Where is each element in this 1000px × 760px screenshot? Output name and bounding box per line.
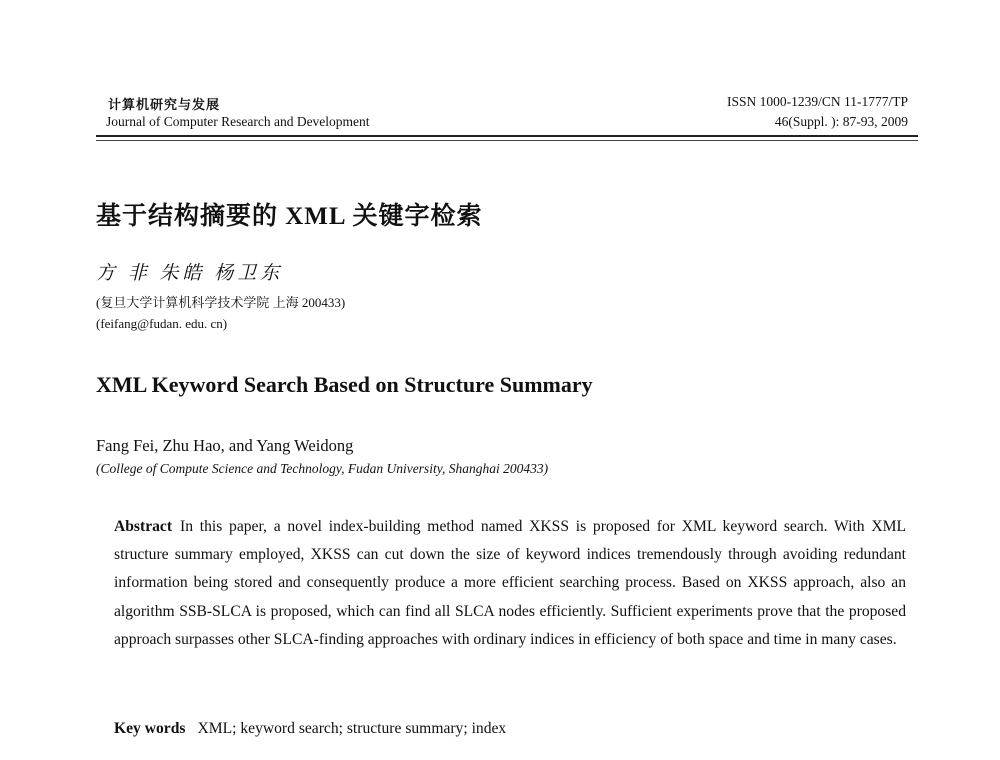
header-rule-thin: [96, 140, 918, 141]
journal-name-chinese: 计算机研究与发展: [108, 97, 221, 112]
authors-english: Fang Fei, Zhu Hao, and Yang Weidong: [96, 436, 354, 455]
affiliation-english: (College of Compute Science and Technology, Fudan University, Shanghai 200433): [96, 461, 549, 476]
author-email: (feifang@fudan. edu. cn): [96, 316, 228, 331]
abstract-label: Abstract: [114, 518, 173, 535]
title-chinese: 基于结构摘要的 XML 关键字检索: [96, 203, 483, 230]
issn-number: ISSN 1000-1239/CN 11-1777/TP: [726, 94, 908, 109]
volume-pages: 46(Suppl. ): 87-93, 2009: [774, 114, 908, 129]
journal-name-english: Journal of Computer Research and Development: [106, 114, 370, 129]
title-english: XML Keyword Search Based on Structure Summary: [96, 372, 593, 397]
keywords-line: [114, 720, 506, 738]
keywords-text: XML; keyword search; structure summary; index: [197, 720, 507, 737]
abstract-text: In this paper, a novel index-building method named XKSS is proposed for XML keyword search. With XML structure summary employed, XKSS can cut down the size of keyword indices tremendously through avoiding redundant information being stored and consequently produce a more efficient searching process. Based on XKSS approach, also an algorithm SSB-SLCA is proposed, which can find all SLCA nodes efficiently. Sufficient experiments prove that the proposed approach surpasses other SLCA-finding approaches with ordinary indices in efficiency of both space and time in many cases.: [114, 518, 906, 648]
authors-chinese: 方 非 朱皓 杨卫东: [96, 263, 284, 284]
affiliation-chinese: (复旦大学计算机科学技术学院 上海 200433): [96, 295, 346, 310]
header-rule-thick: [96, 135, 918, 137]
keywords-label: Key words: [114, 720, 186, 737]
abstract-paragraph: [114, 513, 906, 654]
